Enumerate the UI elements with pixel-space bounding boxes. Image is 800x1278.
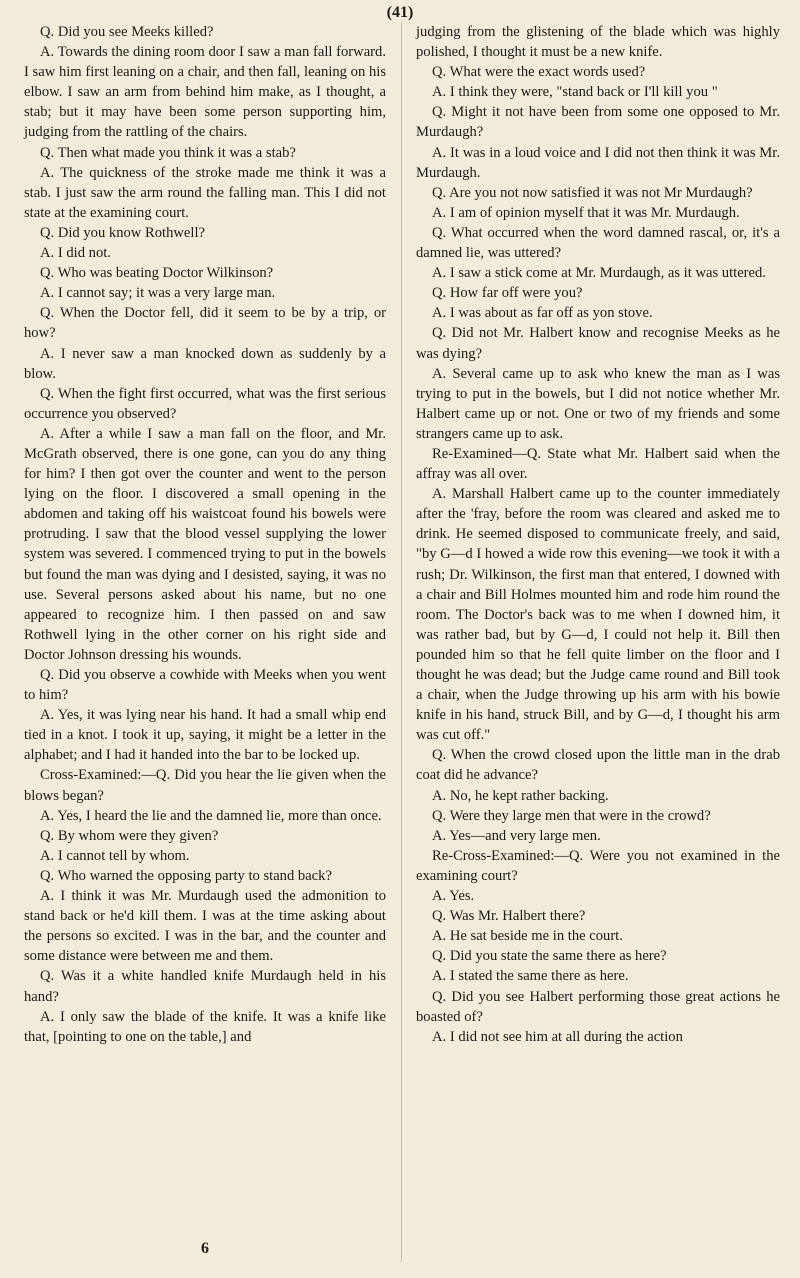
paragraph: Q. When the fight first occurred, what was the first serious occurrence you observed? <box>24 385 386 422</box>
paragraph: Q. Might it not have been from some one opposed to Mr. Murdaugh? <box>416 104 780 141</box>
signature-mark: 6 <box>201 1240 209 1257</box>
paragraph: A. Yes, I heard the lie and the damned lie, more than once. <box>40 807 382 824</box>
paragraph: judging from the glistening of the blade which was highly polished, I thought it must be a new knife. <box>416 24 780 61</box>
paragraph: A. Towards the dining room door I saw a man fall forward. I saw him first leaning on a chair, and then fall, leaning on his elbow. I saw an arm from behind him make, as I thought, a stab; but it may have been some person supporting him, judging from the rattling of the chairs. <box>24 44 386 141</box>
paragraph: A. I think they were, "stand back or I'll kill you " <box>432 84 718 101</box>
paragraph: Q. Are you not now satisfied it was not Mr Murdaugh? <box>432 184 753 201</box>
paragraph: A. Marshall Halbert came up to the counter immediately after the 'fray, before the room was cleared and asked me to drink. He seemed disposed to communicate freely, and said, "by G—d I howed a wide row this evening—we took it with a rush; Dr. Wilkinson, the first man that entered, I downed with a chair and Bill Holmes mounted him and rode him round the room. The Doctor's back was to me when I downed him, it was rather bad, but by G—d, I could not help it. Bill then pounded him so that he fell quite limber on the floor and I thought he was dead; but the Judge came round and Bill took a chair, when the Judge throwing up his arm with his bowie knife in his hand, struck Bill, and by G—d, I thought his arm was cut off." <box>416 486 780 744</box>
paragraph: Q. What occurred when the word damned rascal, or, it's a damned lie, was uttered? <box>416 224 780 262</box>
paragraph: A. I saw a stick come at Mr. Murdaugh, as it was uttered. <box>432 265 766 282</box>
paragraph: Q. What were the exact words used? <box>432 64 646 81</box>
paragraph: Q. When the Doctor fell, did it seem to be by a trip, or how? <box>24 305 386 342</box>
paragraph: A. I was about as far off as yon stove. <box>432 305 653 322</box>
left-column <box>24 22 386 1047</box>
paragraph: A. Yes—and very large men. <box>432 827 601 844</box>
paragraph: A. I am of opinion myself that it was Mr. Murdaugh. <box>432 204 740 221</box>
paragraph: Q. Did not Mr. Halbert know and recognise Meeks as he was dying? <box>416 325 780 362</box>
paragraph: A. I think it was Mr. Murdaugh used the admonition to stand back or he'd kill them. I was at the time asking about the persons so excited. I was in the bar, and the counter and some distance were between me and them. <box>24 888 386 965</box>
paragraph: A. No, he kept rather backing. <box>432 787 609 804</box>
paragraph: Q. Were they large men that were in the crowd? <box>432 807 711 824</box>
paragraph: Q. Did you know Rothwell? <box>40 224 205 241</box>
paragraph: Q. Did you see Halbert performing those great actions he boasted of? <box>416 988 780 1025</box>
paragraph: A. Yes. <box>432 888 475 905</box>
paragraph: A. Several came up to ask who knew the man as I was trying to put in the bowels, but I did not notice whether Mr. Halbert came up or not. One or two of my friends and some strangers came up to ask. <box>416 365 780 442</box>
paragraph: Q. Was Mr. Halbert there? <box>432 908 586 925</box>
paragraph: A. The quickness of the stroke made me think it was a stab. I just saw the arm round the falling man. This I did not state at the examining court. <box>24 164 386 221</box>
paragraph: A. I cannot tell by whom. <box>40 847 190 864</box>
paragraph: Q. Who warned the opposing party to stand back? <box>40 867 332 884</box>
paragraph: Q. How far off were you? <box>432 285 583 302</box>
paragraph: A. Yes, it was lying near his hand. It had a small whip end tied in a knot. I took it up, saying, it might be a letter in the alphabet; and I had it handed into the bar to be locked up. <box>24 707 386 764</box>
right-column <box>416 22 780 1047</box>
paragraph: Q. By whom were they given? <box>40 827 219 844</box>
paragraph: A. I did not see him at all during the action <box>432 1028 683 1045</box>
paragraph: Q. When the crowd closed upon the little man in the drab coat did he advance? <box>416 747 780 784</box>
paragraph: Q. Who was beating Doctor Wilkinson? <box>40 265 274 282</box>
paragraph: A. I only saw the blade of the knife. It was a knife like that, [pointing to one on the table,] and <box>24 1008 386 1045</box>
paragraph: Cross-Examined:—Q. Did you hear the lie given when the blows began? <box>24 767 386 804</box>
paragraph: A. I stated the same there as here. <box>432 968 629 985</box>
paragraph: Re-Cross-Examined:—Q. Were you not examined in the examining court? <box>416 847 780 884</box>
column-divider <box>401 22 402 1262</box>
paragraph: Q. Then what made you think it was a stab? <box>40 144 296 161</box>
paragraph: Q. Did you see Meeks killed? <box>40 24 214 40</box>
paragraph: A. It was in a loud voice and I did not then think it was Mr. Murdaugh. <box>416 144 780 181</box>
paragraph: A. I never saw a man knocked down as suddenly by a blow. <box>24 345 386 382</box>
paragraph: Re-Examined—Q. State what Mr. Halbert said when the affray was all over. <box>416 445 780 483</box>
paragraph: A. He sat beside me in the court. <box>432 928 623 945</box>
paragraph: Q. Did you state the same there as here? <box>432 948 667 965</box>
paragraph: A. I cannot say; it was a very large man. <box>40 285 276 302</box>
paragraph: A. I did not. <box>40 245 111 262</box>
paragraph: Q. Did you observe a cowhide with Meeks when you went to him? <box>24 667 386 704</box>
paragraph: A. After a while I saw a man fall on the floor, and Mr. McGrath observed, there is one gone, can you do any thing for him? I then got over the counter and went to the person lying on the floor. I discovered a small opening in the abdomen and taking off his waistcoat found his bowels were protruding. I saw that the blood vessel supplying the lower system was severed. I commenced trying to put in the bowels but found the man was dying and I desisted, saying, it was no use. Several persons asked about his name, but no one appeared to recognize him. I then passed on and saw Rothwell lying in the other corner on his right side and Doctor Johnson dressing his wounds. <box>24 425 386 663</box>
page-number: (41) <box>386 4 414 21</box>
paragraph: Q. Was it a white handled knife Murdaugh held in his hand? <box>24 968 386 1005</box>
